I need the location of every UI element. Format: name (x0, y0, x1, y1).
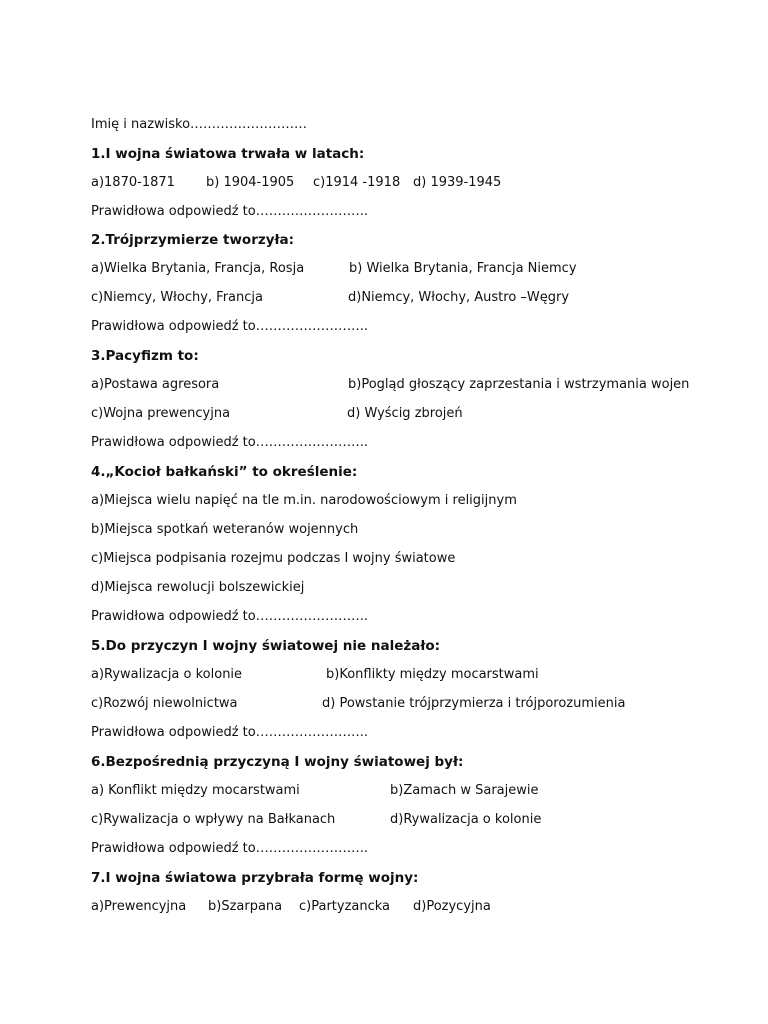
q4-option-d: d)Miejsca rewolucji bolszewickiej (91, 580, 305, 595)
question-5-title: 5.Do przyczyn I wojny światowej nie należało: (91, 638, 441, 654)
q6-option-d: d)Rywalizacja o kolonie (390, 812, 542, 827)
question-3-options-row-2 (91, 406, 691, 422)
q2-option-b: b) Wielka Brytania, Francja Niemcy (349, 261, 577, 276)
q7-option-b: b)Szarpana (208, 899, 283, 914)
q7-option-c: c)Partyzancka (299, 899, 391, 914)
q4-option-a: a)Miejsca wielu napięć na tle m.in. narodowościowym i religijnym (91, 493, 517, 508)
question-3-title: 3.Pacyfizm to: (91, 348, 199, 364)
q1-option-c: c)1914 -1918 (313, 175, 401, 190)
q6-option-b: b)Zamach w Sarajewie (390, 783, 539, 798)
q3-option-c: c)Wojna prewencyjna (91, 406, 231, 421)
q2-option-c: c)Niemcy, Włochy, Francja (91, 290, 263, 305)
question-6-title: 6.Bezpośrednią przyczyną I wojny światowej był: (91, 754, 464, 770)
question-3-answer: Prawidłowa odpowiedź to…………………….. (91, 435, 368, 450)
q3-option-d: d) Wyścig zbrojeń (347, 406, 463, 421)
question-2-options-row-2 (91, 290, 691, 306)
question-1-answer: Prawidłowa odpowiedź to…………………….. (91, 204, 368, 219)
q6-option-c: c)Rywalizacja o wpływy na Bałkanach (91, 812, 336, 827)
q2-option-d: d)Niemcy, Włochy, Austro –Węgry (348, 290, 570, 305)
question-5-options-row-1 (91, 667, 691, 683)
question-4-answer: Prawidłowa odpowiedź to…………………….. (91, 609, 368, 624)
question-5-answer: Prawidłowa odpowiedź to…………………….. (91, 725, 368, 740)
question-6-options-row-1 (91, 783, 691, 799)
q7-option-a: a)Prewencyjna (91, 899, 187, 914)
q5-option-b: b)Konflikty między mocarstwami (326, 667, 539, 682)
q5-option-a: a)Rywalizacja o kolonie (91, 667, 243, 682)
question-2-answer: Prawidłowa odpowiedź to…………………….. (91, 319, 368, 334)
q2-option-a: a)Wielka Brytania, Francja, Rosja (91, 261, 305, 276)
question-1-title: 1.I wojna światowa trwała w latach: (91, 146, 365, 162)
q7-option-d: d)Pozycyjna (413, 899, 491, 914)
question-4-title: 4.„Kocioł bałkański” to określenie: (91, 464, 358, 480)
q5-option-d: d) Powstanie trójprzymierza i trójporozumienia (322, 696, 626, 711)
question-1-options (91, 175, 691, 191)
question-6-options-row-2 (91, 812, 691, 828)
q3-option-b: b)Pogląd głoszący zaprzestania i wstrzymania wojen (348, 377, 690, 392)
q1-option-b: b) 1904-1905 (206, 175, 295, 190)
question-2-options-row-1 (91, 261, 691, 277)
question-3-options-row-1 (91, 377, 711, 393)
q1-option-d: d) 1939-1945 (413, 175, 502, 190)
q4-option-b: b)Miejsca spotkań weteranów wojennych (91, 522, 359, 537)
q1-option-a: a)1870-1871 (91, 175, 175, 190)
q5-option-c: c)Rozwój niewolnictwa (91, 696, 238, 711)
question-2-title: 2.Trójprzymierze tworzyła: (91, 232, 295, 248)
q4-option-c: c)Miejsca podpisania rozejmu podczas I wojny światowe (91, 551, 456, 566)
question-6-answer: Prawidłowa odpowiedź to…………………….. (91, 841, 368, 856)
question-5-options-row-2 (91, 696, 691, 712)
question-7-title: 7.I wojna światowa przybrała formę wojny: (91, 870, 419, 886)
name-line: Imię i nazwisko……………………… (91, 117, 308, 132)
q3-option-a: a)Postawa agresora (91, 377, 220, 392)
question-7-options (91, 899, 691, 915)
q6-option-a: a) Konflikt między mocarstwami (91, 783, 300, 798)
